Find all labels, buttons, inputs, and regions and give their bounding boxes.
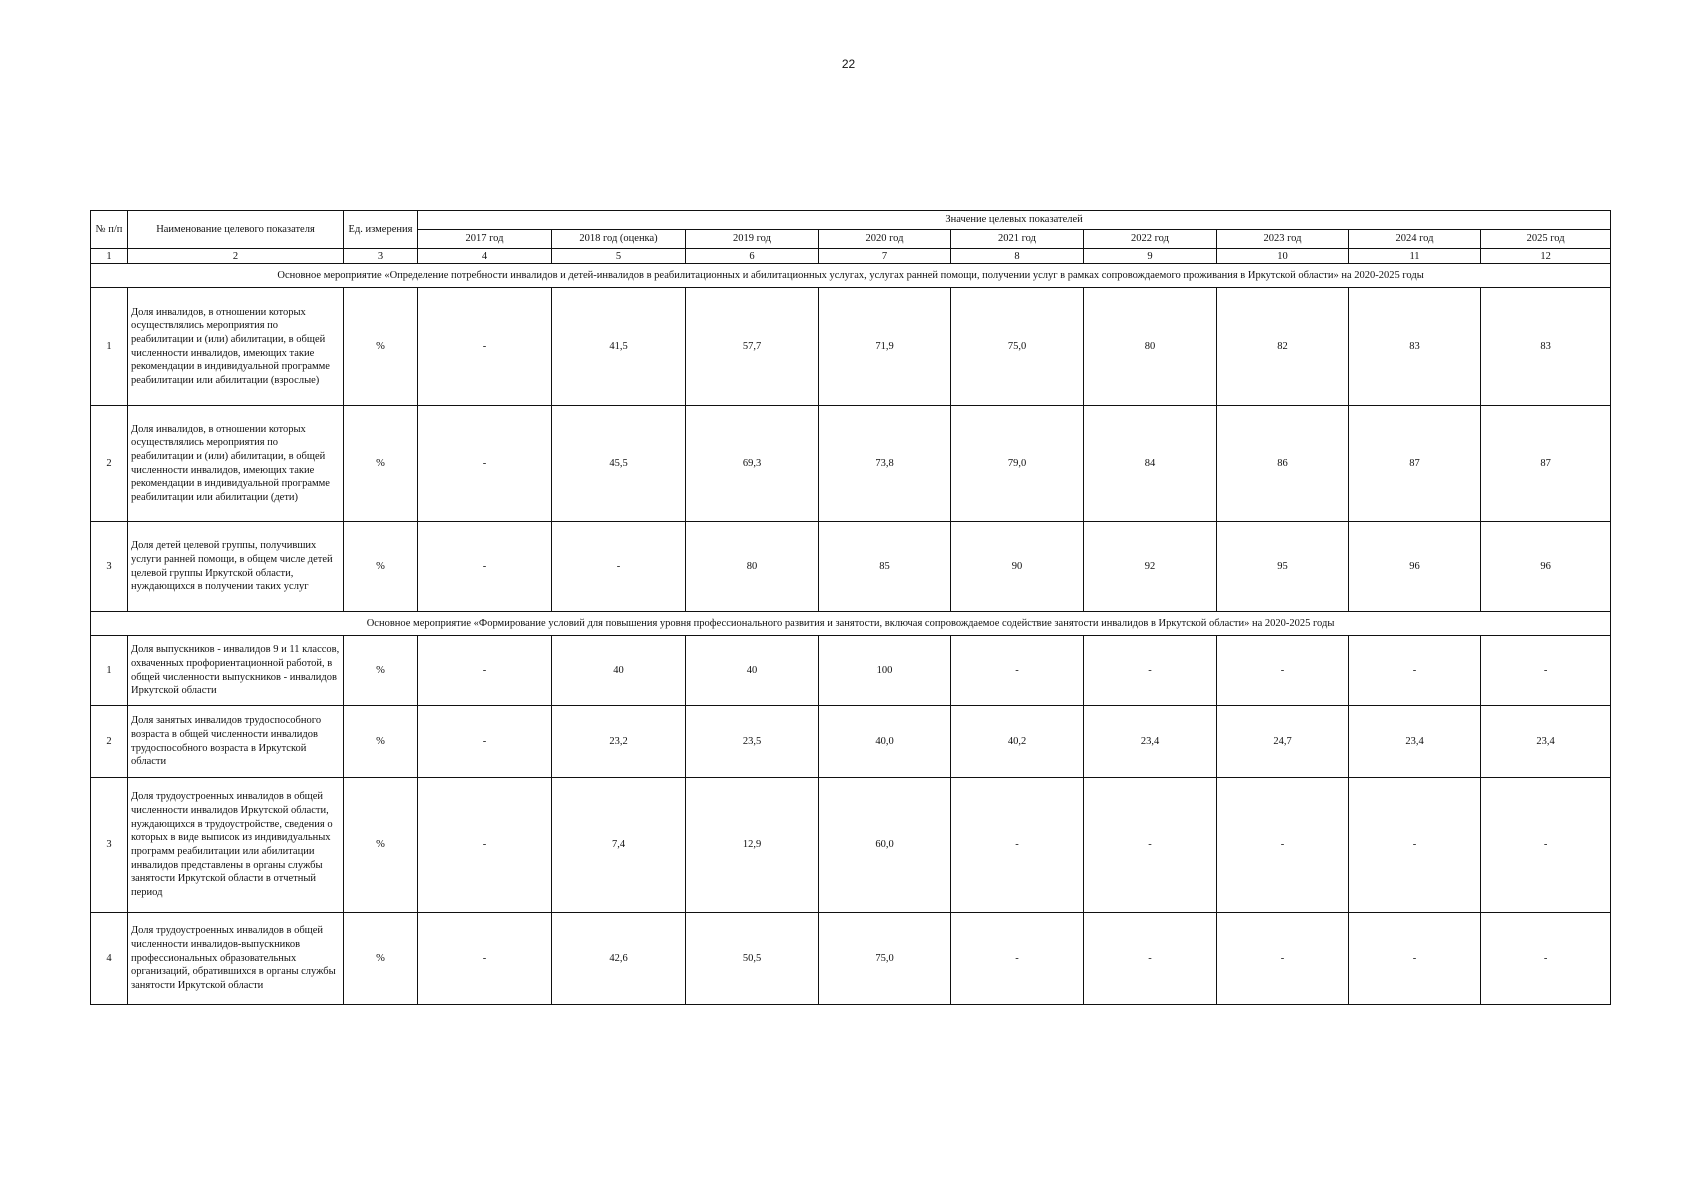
header-num: № п/п [91,211,128,249]
table-row [91,778,1611,913]
value-cell: 12,9 [686,778,819,913]
value-cell: - [418,706,552,778]
header-year: 2025 год [1481,230,1611,249]
value-cell: - [1084,913,1217,1005]
table-row [91,706,1611,778]
value-cell: 95 [1217,522,1349,612]
column-index-cell: 1 [91,249,128,264]
value-cell: - [1217,636,1349,706]
row-number: 2 [91,706,128,778]
indicator-name: Доля инвалидов, в отношении которых осуществлялись мероприятия по реабилитации и (или) абилитации, в общей численности инвалидов, имеющих такие рекомендации в индивидуальной программе реабилитации или абилитации (дети) [128,406,344,522]
section-title: Основное мероприятие «Формирование условий для повышения уровня профессионального развития и занятости, включая сопровождаемое содействие занятости инвалидов в Иркутской области» на 2020-2025 годы [91,612,1611,636]
value-cell: - [1349,913,1481,1005]
value-cell: 40 [552,636,686,706]
value-cell: - [1481,778,1611,913]
value-cell: - [951,913,1084,1005]
value-cell: - [1084,636,1217,706]
table-row [91,913,1611,1005]
indicator-name: Доля выпускников - инвалидов 9 и 11 классов, охваченных профориентационной работой, в общей численности выпускников - инвалидов Иркутской области [128,636,344,706]
header-year: 2024 год [1349,230,1481,249]
unit-cell: % [344,522,418,612]
value-cell: 50,5 [686,913,819,1005]
header-year: 2021 год [951,230,1084,249]
table-row [91,636,1611,706]
unit-cell: % [344,406,418,522]
column-index-cell: 6 [686,249,819,264]
value-cell: 86 [1217,406,1349,522]
value-cell: 40,0 [819,706,951,778]
value-cell: - [951,778,1084,913]
row-number: 3 [91,778,128,913]
value-cell: - [1349,778,1481,913]
unit-cell: % [344,913,418,1005]
column-index-cell: 11 [1349,249,1481,264]
value-cell: - [1084,778,1217,913]
header-year: 2017 год [418,230,552,249]
value-cell: 80 [1084,288,1217,406]
value-cell: 90 [951,522,1084,612]
unit-cell: % [344,778,418,913]
value-cell: 87 [1349,406,1481,522]
row-number: 4 [91,913,128,1005]
value-cell: 83 [1481,288,1611,406]
column-index-cell: 3 [344,249,418,264]
indicator-name: Доля занятых инвалидов трудоспособного возраста в общей численности инвалидов трудоспособного возраста в Иркутской области [128,706,344,778]
indicator-name: Доля инвалидов, в отношении которых осуществлялись мероприятия по реабилитации и (или) абилитации, в общей численности инвалидов, имеющих такие рекомендации в индивидуальной программе реабилитации или абилитации (взрослые) [128,288,344,406]
value-cell: 40 [686,636,819,706]
column-index-cell: 12 [1481,249,1611,264]
value-cell: 23,5 [686,706,819,778]
value-cell: 60,0 [819,778,951,913]
column-index-cell: 9 [1084,249,1217,264]
table-row [91,288,1611,406]
value-cell: 80 [686,522,819,612]
value-cell: - [951,636,1084,706]
value-cell: - [1217,913,1349,1005]
table-row [91,522,1611,612]
row-number: 2 [91,406,128,522]
value-cell: 82 [1217,288,1349,406]
value-cell: - [418,778,552,913]
value-cell: 96 [1481,522,1611,612]
column-index-cell: 2 [128,249,344,264]
value-cell: - [1481,636,1611,706]
value-cell: - [418,636,552,706]
value-cell: 84 [1084,406,1217,522]
value-cell: - [1481,913,1611,1005]
value-cell: - [552,522,686,612]
value-cell: 40,2 [951,706,1084,778]
value-cell: 7,4 [552,778,686,913]
value-cell: 41,5 [552,288,686,406]
header-year: 2023 год [1217,230,1349,249]
value-cell: 24,7 [1217,706,1349,778]
value-cell: 96 [1349,522,1481,612]
value-cell: 75,0 [951,288,1084,406]
header-values-group: Значение целевых показателей [418,211,1611,230]
column-index-cell: 8 [951,249,1084,264]
value-cell: 23,4 [1349,706,1481,778]
value-cell: 92 [1084,522,1217,612]
value-cell: - [418,406,552,522]
section-header-row [91,264,1611,288]
header-unit: Ед. измерения [344,211,418,249]
indicator-name: Доля детей целевой группы, получивших услуги ранней помощи, в общем числе детей целевой группы Иркутской области, нуждающихся в получении таких услуг [128,522,344,612]
value-cell: 83 [1349,288,1481,406]
value-cell: 73,8 [819,406,951,522]
column-index-row [91,249,1611,264]
value-cell: 42,6 [552,913,686,1005]
value-cell: 100 [819,636,951,706]
header-year: 2019 год [686,230,819,249]
value-cell: 23,4 [1084,706,1217,778]
header-name: Наименование целевого показателя [128,211,344,249]
column-index-cell: 7 [819,249,951,264]
value-cell: 23,2 [552,706,686,778]
row-number: 3 [91,522,128,612]
value-cell: 85 [819,522,951,612]
value-cell: 23,4 [1481,706,1611,778]
indicator-name: Доля трудоустроенных инвалидов в общей численности инвалидов Иркутской области, нуждающихся в трудоустройстве, сведения о которых в виде выписок из индивидуальных программ реабилитации или абилитации инвалидов представлены в органы службы занятости Иркутской области в отчетный период [128,778,344,913]
header-year: 2022 год [1084,230,1217,249]
indicator-name: Доля трудоустроенных инвалидов в общей численности инвалидов-выпускников профессиональных образовательных организаций, обратившихся в органы службы занятости Иркутской области [128,913,344,1005]
value-cell: 45,5 [552,406,686,522]
section-header-row [91,612,1611,636]
section-title: Основное мероприятие «Определение потребности инвалидов и детей-инвалидов в реабилитационных и абилитационных услугах, услугах ранней помощи, получении услуг в рамках сопровождаемого проживания в Иркутской области» на 2020-2025 годы [91,264,1611,288]
value-cell: - [1217,778,1349,913]
value-cell: 79,0 [951,406,1084,522]
header-year: 2020 год [819,230,951,249]
unit-cell: % [344,288,418,406]
target-indicators-table [90,210,1611,1005]
value-cell: 87 [1481,406,1611,522]
value-cell: - [418,913,552,1005]
page-number: 22 [841,57,856,71]
value-cell: 75,0 [819,913,951,1005]
header-year: 2018 год (оценка) [552,230,686,249]
row-number: 1 [91,288,128,406]
unit-cell: % [344,706,418,778]
value-cell: - [418,288,552,406]
value-cell: 57,7 [686,288,819,406]
column-index-cell: 4 [418,249,552,264]
value-cell: 71,9 [819,288,951,406]
column-index-cell: 10 [1217,249,1349,264]
column-index-cell: 5 [552,249,686,264]
table-row [91,406,1611,522]
row-number: 1 [91,636,128,706]
unit-cell: % [344,636,418,706]
value-cell: 69,3 [686,406,819,522]
value-cell: - [1349,636,1481,706]
value-cell: - [418,522,552,612]
